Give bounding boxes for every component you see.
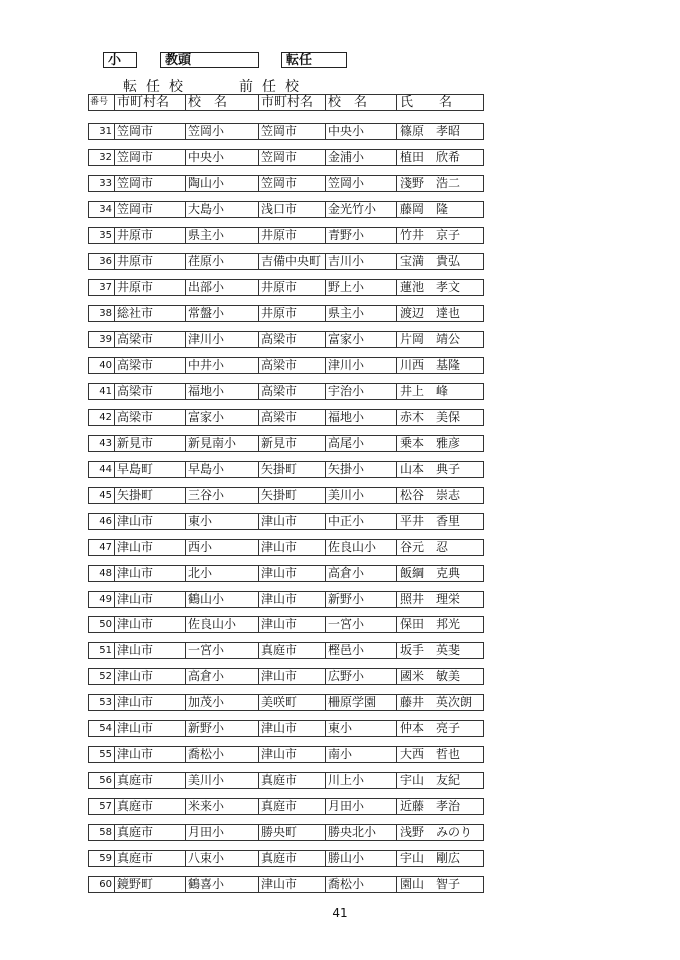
new-school-cell: 鶴喜小 (185, 877, 258, 892)
table-row (88, 149, 484, 166)
person-name-cell: 渡辺 達也 (396, 306, 483, 321)
prev-school-cell: 吉川小 (325, 254, 396, 269)
new-municipality-cell: 高梁市 (114, 358, 185, 373)
position-box: 教頭 (160, 52, 259, 68)
person-name-cell: 井上 峰 (396, 384, 483, 399)
new-municipality-cell: 津山市 (114, 540, 185, 555)
person-name-cell: 大西 哲也 (396, 747, 483, 762)
prev-municipality-cell: 井原市 (258, 306, 325, 321)
prev-municipality-cell: 真庭市 (258, 643, 325, 658)
prev-municipality-cell: 津山市 (258, 669, 325, 684)
prev-school-cell: 佐良山小 (325, 540, 396, 555)
column-header-prev-municipality: 市町村名 (258, 95, 325, 110)
person-name-cell: 近藤 孝治 (396, 799, 483, 814)
table-row (88, 591, 484, 608)
new-municipality-cell: 津山市 (114, 514, 185, 529)
prev-municipality-cell: 真庭市 (258, 851, 325, 866)
new-school-cell: 鶴山小 (185, 592, 258, 607)
new-school-cell: 高倉小 (185, 669, 258, 684)
new-municipality-cell: 笠岡市 (114, 124, 185, 139)
person-name-cell: 宝満 貴弘 (396, 254, 483, 269)
prev-municipality-cell: 浅口市 (258, 202, 325, 217)
row-number-cell: 51 (99, 645, 112, 657)
new-municipality-cell: 笠岡市 (114, 176, 185, 191)
row-number-cell: 59 (99, 853, 112, 865)
table-row (88, 487, 484, 504)
new-school-cell: 陶山小 (185, 176, 258, 191)
new-municipality-cell: 高梁市 (114, 384, 185, 399)
new-municipality-cell: 真庭市 (114, 851, 185, 866)
new-municipality-cell: 津山市 (114, 695, 185, 710)
prev-school-cell: 柵原学園 (325, 695, 396, 710)
person-name-cell: 園山 智子 (396, 877, 483, 892)
prev-municipality-cell: 津山市 (258, 540, 325, 555)
prev-school-cell: 金浦小 (325, 150, 396, 165)
prev-school-cell: 福地小 (325, 410, 396, 425)
prev-school-cell: 金光竹小 (325, 202, 396, 217)
prev-school-cell: 矢掛小 (325, 462, 396, 477)
prev-municipality-cell: 高梁市 (258, 358, 325, 373)
new-school-cell: 津川小 (185, 332, 258, 347)
prev-municipality-cell: 井原市 (258, 228, 325, 243)
new-municipality-cell: 真庭市 (114, 799, 185, 814)
table-row (88, 642, 484, 659)
person-name-cell: 松谷 崇志 (396, 488, 483, 503)
new-school-cell: 中井小 (185, 358, 258, 373)
table-row (88, 772, 484, 789)
prev-municipality-cell: 津山市 (258, 592, 325, 607)
new-municipality-cell: 高梁市 (114, 332, 185, 347)
row-number-cell: 48 (99, 567, 112, 579)
new-school-cell: 西小 (185, 540, 258, 555)
new-school-cell: 美川小 (185, 773, 258, 788)
new-school-cell: 出部小 (185, 280, 258, 295)
person-name-cell: 保田 邦光 (396, 617, 483, 632)
new-school-cell: 加茂小 (185, 695, 258, 710)
previous-school-section-label: 前任校 (239, 79, 308, 95)
new-municipality-cell: 津山市 (114, 566, 185, 581)
row-number-cell: 32 (99, 152, 112, 163)
prev-school-cell: 東小 (325, 721, 396, 736)
row-number-cell: 47 (99, 541, 112, 553)
prev-school-cell: 樫邑小 (325, 643, 396, 658)
prev-municipality-cell: 矢掛町 (258, 488, 325, 503)
prev-school-cell: 笠岡小 (325, 176, 396, 191)
prev-municipality-cell: 津山市 (258, 617, 325, 632)
table-row (88, 539, 484, 556)
person-name-cell: 赤木 美保 (396, 410, 483, 425)
new-municipality-cell: 津山市 (114, 669, 185, 684)
prev-school-cell: 野上小 (325, 280, 396, 295)
table-row (88, 305, 484, 322)
table-row (88, 850, 484, 867)
prev-school-cell: 高尾小 (325, 436, 396, 451)
row-number-cell: 43 (99, 437, 112, 449)
table-row (88, 279, 484, 296)
new-school-cell: 東小 (185, 514, 258, 529)
row-number-cell: 34 (99, 203, 112, 215)
table-row (88, 227, 484, 244)
new-school-cell: 八束小 (185, 851, 258, 866)
prev-school-cell: 南小 (325, 747, 396, 762)
prev-municipality-cell: 新見市 (258, 436, 325, 451)
row-number-cell: 35 (99, 229, 112, 241)
table-header (88, 94, 484, 111)
new-municipality-cell: 新見市 (114, 436, 185, 451)
row-number-cell: 46 (99, 515, 112, 527)
transfer-type-box: 転任 (281, 52, 347, 68)
new-municipality-cell: 高梁市 (114, 410, 185, 425)
table-row (88, 513, 484, 530)
table-row (88, 876, 484, 893)
prev-school-cell: 広野小 (325, 669, 396, 684)
prev-municipality-cell: 真庭市 (258, 773, 325, 788)
table-row (88, 201, 484, 218)
person-name-cell: 飯綱 克典 (396, 566, 483, 581)
prev-municipality-cell: 津山市 (258, 877, 325, 892)
person-name-cell: 照井 理栄 (396, 592, 483, 607)
prev-school-cell: 県主小 (325, 306, 396, 321)
column-header-new-municipality: 市町村名 (114, 95, 185, 110)
new-school-cell: 中央小 (185, 150, 258, 165)
new-school-cell: 新野小 (185, 721, 258, 736)
prev-municipality-cell: 高梁市 (258, 332, 325, 347)
person-name-cell: 山本 典子 (396, 462, 483, 477)
new-school-cell: 富家小 (185, 410, 258, 425)
prev-municipality-cell: 井原市 (258, 280, 325, 295)
new-school-cell: 常盤小 (185, 306, 258, 321)
prev-school-cell: 一宮小 (325, 617, 396, 632)
prev-municipality-cell: 高梁市 (258, 410, 325, 425)
table-row (88, 720, 484, 737)
new-municipality-cell: 井原市 (114, 254, 185, 269)
prev-municipality-cell: 吉備中央町 (258, 254, 325, 269)
new-municipality-cell: 井原市 (114, 280, 185, 295)
new-school-cell: 早島小 (185, 462, 258, 477)
row-number-cell: 49 (99, 593, 112, 605)
person-name-cell: 仲本 亮子 (396, 721, 483, 736)
table-row (88, 694, 484, 711)
new-municipality-cell: 井原市 (114, 228, 185, 243)
prev-municipality-cell: 笠岡市 (258, 124, 325, 139)
new-municipality-cell: 津山市 (114, 747, 185, 762)
new-school-cell: 三谷小 (185, 488, 258, 503)
school-level-box: 小 (103, 52, 137, 68)
new-school-cell: 大島小 (185, 202, 258, 217)
person-name-cell: 乗本 雅彦 (396, 436, 483, 451)
column-header-name: 氏 名 (396, 95, 483, 110)
new-municipality-cell: 矢掛町 (114, 488, 185, 503)
table-row (88, 331, 484, 348)
table-row (88, 565, 484, 582)
person-name-cell: 篠原 孝昭 (396, 124, 483, 139)
prev-municipality-cell: 津山市 (258, 514, 325, 529)
prev-municipality-cell: 笠岡市 (258, 176, 325, 191)
row-number-cell: 45 (99, 489, 112, 501)
person-name-cell: 藤井 英次朗 (396, 695, 483, 710)
prev-school-cell: 中央小 (325, 124, 396, 139)
row-number-cell: 44 (99, 463, 112, 475)
prev-municipality-cell: 津山市 (258, 566, 325, 581)
person-name-cell: 坂手 英斐 (396, 643, 483, 658)
table-row (88, 798, 484, 815)
new-municipality-cell: 津山市 (114, 721, 185, 736)
prev-municipality-cell: 美咲町 (258, 695, 325, 710)
row-number-cell: 55 (99, 749, 112, 761)
prev-school-cell: 勝央北小 (325, 825, 396, 840)
prev-school-cell: 美川小 (325, 488, 396, 503)
person-name-cell: 淺野 浩二 (396, 176, 483, 191)
new-school-cell: 笠岡小 (185, 124, 258, 139)
new-municipality-cell: 鏡野町 (114, 877, 185, 892)
page-number: 41 (332, 906, 348, 920)
prev-school-cell: 新野小 (325, 592, 396, 607)
prev-municipality-cell: 笠岡市 (258, 150, 325, 165)
person-name-cell: 藤岡 隆 (396, 202, 483, 217)
table-row (88, 409, 484, 426)
table-row (88, 357, 484, 374)
table-row (88, 435, 484, 452)
prev-school-cell: 中正小 (325, 514, 396, 529)
row-number-cell: 42 (99, 411, 112, 423)
table-row (88, 175, 484, 192)
new-municipality-cell: 真庭市 (114, 773, 185, 788)
row-number-cell: 37 (99, 281, 112, 293)
row-number-cell: 38 (99, 307, 112, 319)
row-number-cell: 36 (99, 255, 112, 267)
table-row (88, 123, 484, 140)
row-number-cell: 40 (99, 359, 112, 371)
person-name-cell: 谷元 忍 (396, 540, 483, 555)
person-name-cell: 國米 敏美 (396, 669, 483, 684)
person-name-cell: 蓮池 孝文 (396, 280, 483, 295)
row-number-cell: 60 (99, 879, 112, 891)
row-number-cell: 54 (99, 723, 112, 735)
prev-school-cell: 青野小 (325, 228, 396, 243)
new-school-cell: 福地小 (185, 384, 258, 399)
row-number-cell: 31 (99, 126, 112, 137)
new-municipality-cell: 津山市 (114, 617, 185, 632)
prev-school-cell: 富家小 (325, 332, 396, 347)
person-name-cell: 片岡 靖公 (396, 332, 483, 347)
column-header-prev-school: 校 名 (325, 95, 396, 110)
person-name-cell: 平井 香里 (396, 514, 483, 529)
new-school-cell: 月田小 (185, 825, 258, 840)
new-school-cell: 一宮小 (185, 643, 258, 658)
person-name-cell: 川西 基隆 (396, 358, 483, 373)
prev-municipality-cell: 津山市 (258, 747, 325, 762)
person-name-cell: 浅野 みのり (396, 825, 483, 840)
person-name-cell: 宇山 剛広 (396, 851, 483, 866)
prev-school-cell: 川上小 (325, 773, 396, 788)
table-row (88, 746, 484, 763)
new-school-cell: 新見南小 (185, 436, 258, 451)
row-number-cell: 39 (99, 333, 112, 345)
prev-municipality-cell: 勝央町 (258, 825, 325, 840)
table-row (88, 383, 484, 400)
table-row (88, 253, 484, 270)
person-name-cell: 宇山 友紀 (396, 773, 483, 788)
new-school-cell: 県主小 (185, 228, 258, 243)
new-school-section-label: 転任校 (123, 79, 192, 95)
row-number-cell: 53 (99, 697, 112, 709)
row-number-cell: 58 (99, 827, 112, 839)
prev-municipality-cell: 矢掛町 (258, 462, 325, 477)
column-header-number: 番号 (90, 97, 109, 107)
row-number-cell: 57 (99, 801, 112, 813)
person-name-cell: 竹井 京子 (396, 228, 483, 243)
prev-municipality-cell: 高梁市 (258, 384, 325, 399)
new-school-cell: 北小 (185, 566, 258, 581)
table-row (88, 461, 484, 478)
table-row (88, 824, 484, 841)
new-municipality-cell: 笠岡市 (114, 150, 185, 165)
prev-school-cell: 月田小 (325, 799, 396, 814)
table-row (88, 616, 484, 633)
column-header-new-school: 校 名 (185, 95, 258, 110)
new-municipality-cell: 早島町 (114, 462, 185, 477)
new-municipality-cell: 津山市 (114, 643, 185, 658)
prev-municipality-cell: 真庭市 (258, 799, 325, 814)
prev-municipality-cell: 津山市 (258, 721, 325, 736)
row-number-cell: 50 (99, 619, 112, 631)
row-number-cell: 56 (99, 775, 112, 787)
table-row (88, 668, 484, 685)
prev-school-cell: 勝山小 (325, 851, 396, 866)
new-municipality-cell: 真庭市 (114, 825, 185, 840)
new-municipality-cell: 津山市 (114, 592, 185, 607)
prev-school-cell: 宇治小 (325, 384, 396, 399)
row-number-cell: 33 (99, 177, 112, 189)
new-school-cell: 佐良山小 (185, 617, 258, 632)
new-municipality-cell: 総社市 (114, 306, 185, 321)
new-school-cell: 荏原小 (185, 254, 258, 269)
row-number-cell: 52 (99, 671, 112, 683)
new-school-cell: 米来小 (185, 799, 258, 814)
prev-school-cell: 喬松小 (325, 877, 396, 892)
person-name-cell: 植田 欣希 (396, 150, 483, 165)
new-municipality-cell: 笠岡市 (114, 202, 185, 217)
new-school-cell: 喬松小 (185, 747, 258, 762)
prev-school-cell: 津川小 (325, 358, 396, 373)
row-number-cell: 41 (99, 385, 112, 397)
prev-school-cell: 高倉小 (325, 566, 396, 581)
